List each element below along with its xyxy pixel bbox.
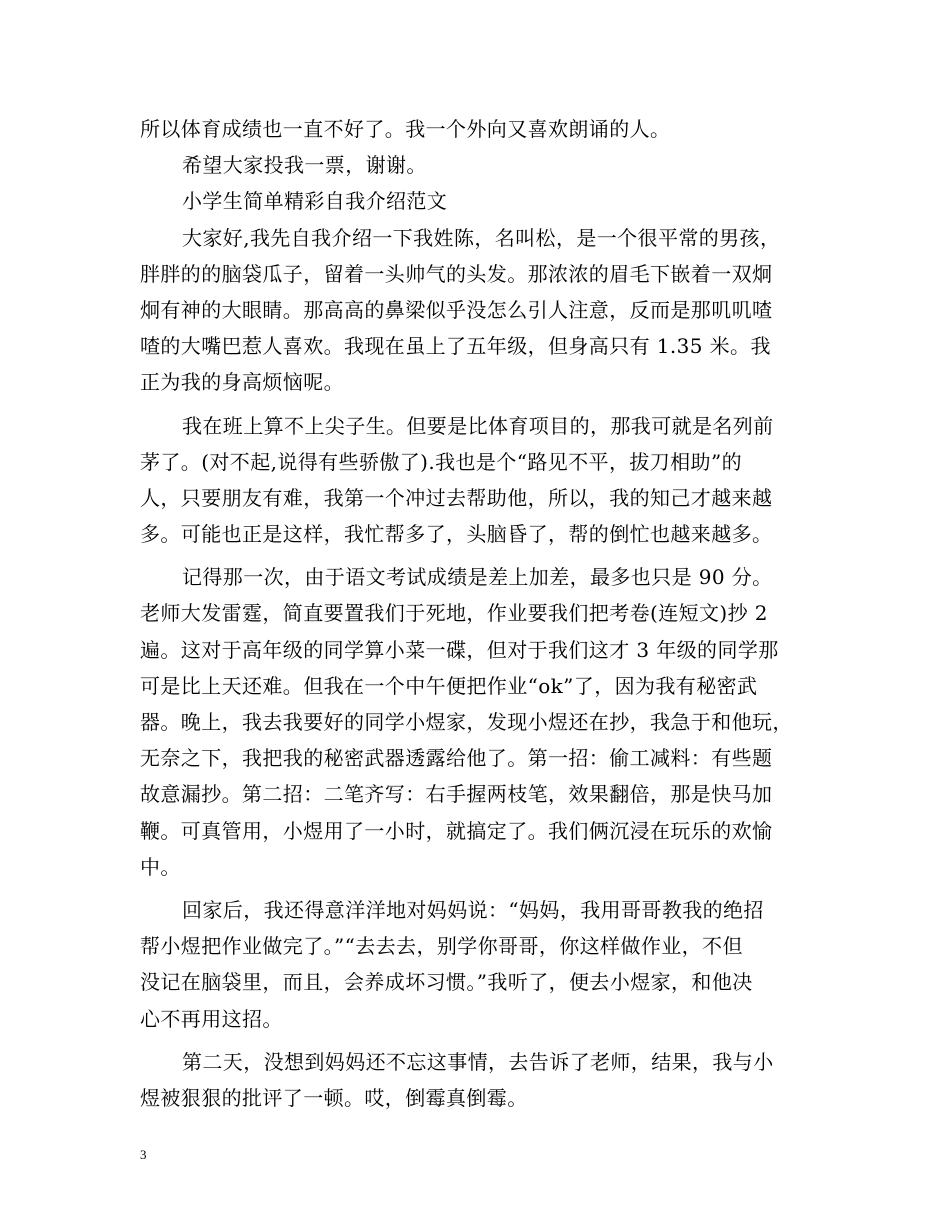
- text-line: 可是比上天还难。但我在一个中午便把作业“ok”了，因为我有秘密武: [140, 673, 758, 698]
- text-line: 帮小煜把作业做完了。”“去去去，别学你哥哥，你这样做作业，不但: [140, 934, 743, 959]
- text-line: 无奈之下，我把我的秘密武器透露给他了。第一招：偷工减料：有些题: [140, 746, 773, 771]
- text-line: 炯有神的大眼睛。那高高的鼻梁似乎没怎么引人注意，反而是那叽叽喳: [140, 297, 773, 322]
- document-body: [140, 111, 830, 1116]
- text-line: 第二天，没想到妈妈还不忘这事情，去告诉了老师，结果，我与小: [182, 1049, 774, 1074]
- text-line: 回家后，我还得意洋洋地对妈妈说：“妈妈，我用哥哥教我的绝招: [182, 897, 764, 922]
- text-line: 人，只要朋友有难，我第一个冲过去帮助他，所以，我的知己才越来越: [140, 485, 773, 510]
- text-line: 鞭。可真管用，小煜用了一小时，就搞定了。我们俩沉浸在玩乐的欢愉: [140, 818, 773, 843]
- text-line: 喳的大嘴巴惹人喜欢。我现在虽上了五年级，但身高只有 1.35 米。我: [140, 334, 771, 359]
- text-line: 胖胖的的脑袋瓜子，留着一头帅气的头发。那浓浓的眉毛下嵌着一双炯: [140, 261, 773, 286]
- text-line: 器。晚上，我去我要好的同学小煜家，发现小煜还在抄，我急于和他玩，: [140, 710, 793, 734]
- text-line: 所以体育成绩也一直不好了。我一个外向又喜欢朗诵的人。: [140, 117, 671, 141]
- text-line: 遍。这对于高年级的同学算小菜一碟，但对于我们这才 3 年级的同学那: [140, 637, 779, 662]
- text-line: 正为我的身高烦恼呢。: [140, 370, 344, 395]
- text-line: 多。可能也正是这样，我忙帮多了，头脑昏了，帮的倒忙也越来越多。: [140, 522, 773, 547]
- section-heading: 小学生简单精彩自我介绍范文: [182, 189, 448, 214]
- text-line: 记得那一次，由于语文考试成绩是差上加差，最多也只是 90 分。: [182, 565, 773, 590]
- text-line: 故意漏抄。第二招：二笔齐写：右手握两枝笔，效果翻倍，那是快马加: [140, 782, 773, 807]
- text-line: 中。: [140, 854, 181, 879]
- page-number: 3: [140, 1147, 147, 1162]
- text-line: 老师大发雷霆，简直要置我们于死地，作业要我们把考卷(连短文)抄 2: [140, 601, 768, 626]
- text-line: 心不再用这招。: [140, 1006, 283, 1031]
- text-line: 煜被狠狠的批评了一顿。哎，倒霉真倒霉。: [140, 1085, 528, 1110]
- text-line: 我在班上算不上尖子生。但要是比体育项目的，那我可就是名列前: [182, 413, 774, 438]
- text-line: 茅了。(对不起,说得有些骄傲了).我也是个“路见不平，拔刀相助”的: [140, 449, 742, 474]
- text-line: 希望大家投我一票，谢谢。: [182, 153, 427, 178]
- text-line: 没记在脑袋里，而且，会养成坏习惯。”我听了，便去小煜家，和他决: [140, 970, 753, 995]
- text-line: 大家好,我先自我介绍一下我姓陈，名叫松，是一个很平常的男孩，: [182, 225, 781, 250]
